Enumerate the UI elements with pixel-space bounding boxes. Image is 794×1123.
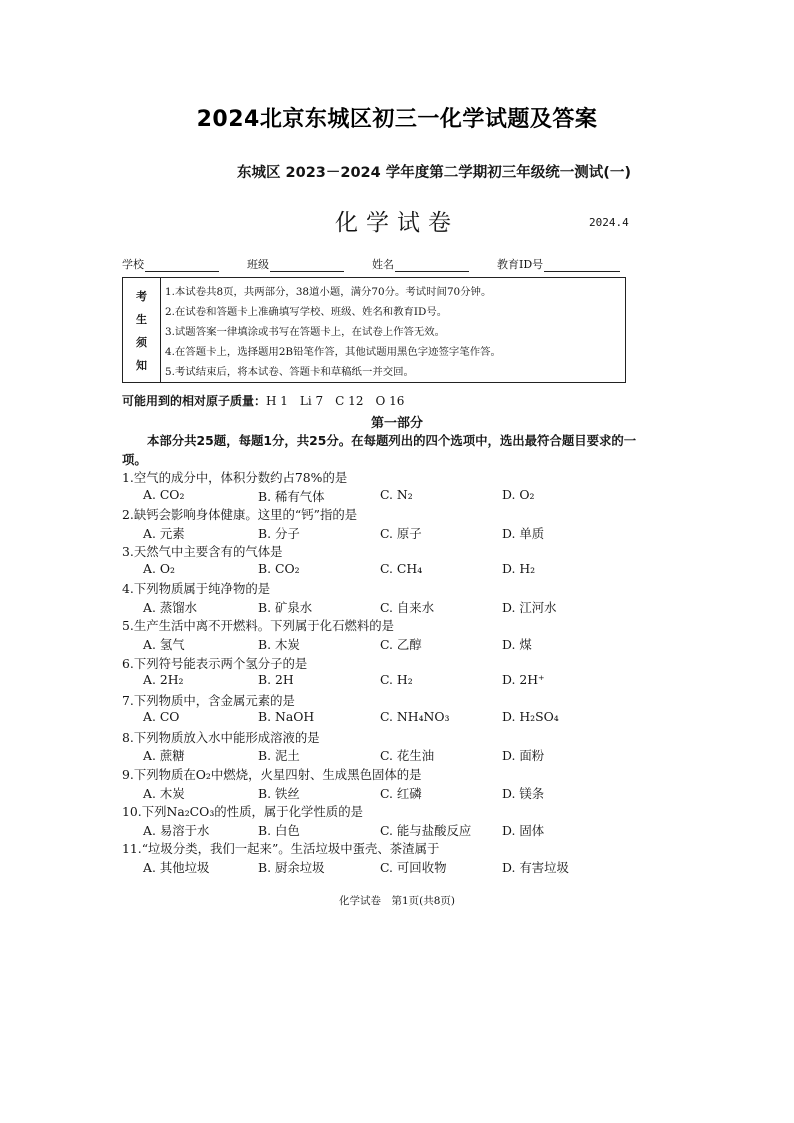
option-b: B. 厨余垃圾: [258, 860, 325, 875]
option-b: B. 木炭: [258, 637, 300, 652]
option-b: B. 铁丝: [258, 786, 300, 801]
page-footer: 化学试卷 第1页(共8页): [338, 895, 456, 907]
edu-id-field[interactable]: [497, 256, 620, 272]
question-10: 10.下列Na₂CO₃的性质，属于化学性质的是: [122, 804, 363, 819]
option-d: D. 煤: [502, 637, 532, 652]
option-a: A. 其他垃圾: [143, 860, 210, 875]
question-11: 11.“垃圾分类，我们一起来”。生活垃圾中蛋壳、茶渣属于: [122, 841, 440, 856]
atomic-mass-label: 可能用到的相对原子质量：: [122, 394, 267, 408]
option-d: D. 江河水: [502, 600, 557, 615]
notice-item: 5.考试结束后，将本试卷、答题卡和草稿纸一并交回。: [165, 365, 414, 378]
notice-item: 4.在答题卡上，选择题用2B铅笔作答，其他试题用黑色字迹签字笔作答。: [165, 345, 501, 358]
notice-label-char: 考: [136, 289, 147, 303]
question-1: 1.空气的成分中，体积分数约占78%的是: [122, 470, 348, 485]
option-a: A. 元素: [143, 526, 185, 541]
question-4: 4.下列物质属于纯净物的是: [122, 581, 271, 596]
option-b: B. 分子: [258, 526, 300, 541]
exam-notice-box: [122, 277, 626, 383]
option-a: A. 2H₂: [143, 672, 184, 687]
question-5: 5.生产生活中离不开燃料。下列属于化石燃料的是: [122, 618, 395, 633]
option-d: D. 固体: [502, 823, 545, 838]
option-c: C. 红磷: [380, 786, 422, 801]
paper-title: 化学试卷: [335, 210, 459, 236]
option-c: C. 自来水: [380, 600, 435, 615]
option-d: D. H₂SO₄: [502, 709, 559, 724]
option-c: C. N₂: [380, 487, 413, 502]
option-b: B. 白色: [258, 823, 300, 838]
option-a: A. O₂: [143, 561, 175, 576]
document-title: 2024北京东城区初三一化学试题及答案: [196, 107, 598, 132]
option-d: D. 有害垃圾: [502, 860, 569, 875]
question-7: 7.下列物质中，含金属元素的是: [122, 693, 295, 708]
notice-item: 2.在试卷和答题卡上准确填写学校、班级、姓名和教育ID号。: [165, 305, 448, 318]
question-3: 3.天然气中主要含有的气体是: [122, 544, 283, 559]
question-8: 8.下列物质放入水中能形成溶液的是: [122, 730, 320, 745]
notice-item: 3.试题答案一律填涂或书写在答题卡上，在试卷上作答无效。: [165, 325, 446, 338]
exam-header: 东城区 2023－2024 学年度第二学期初三年级统一测试(一): [236, 165, 632, 181]
option-c: C. 可回收物: [380, 860, 447, 875]
atomic-mass-line: [122, 392, 404, 409]
option-c: C. NH₄NO₃: [380, 709, 450, 724]
notice-label-char: 生: [136, 312, 147, 326]
option-d: D. 2H⁺: [502, 672, 545, 687]
notice-label: [123, 278, 161, 382]
notice-item: 1.本试卷共8页，共两部分，38道小题，满分70分。考试时间70分钟。: [165, 285, 492, 298]
school-field[interactable]: [122, 256, 219, 272]
option-b: B. 2H: [258, 672, 294, 687]
question-2: 2.缺钙会影响身体健康。这里的“钙”指的是: [122, 507, 358, 522]
question-9: 9.下列物质在O₂中燃烧，火星四射、生成黑色固体的是: [122, 767, 422, 782]
option-b: B. 矿泉水: [258, 600, 313, 615]
option-a: A. 氢气: [143, 637, 185, 652]
option-d: D. 镁条: [502, 786, 545, 801]
part-instructions: 本部分共25题，每题1分，共25分。在每题列出的四个选项中，选出最符合题目要求的一项。: [122, 433, 637, 467]
notice-label-char: 知: [136, 358, 147, 372]
name-label: 姓名: [372, 258, 394, 271]
class-label: 班级: [247, 258, 269, 271]
question-6: 6.下列符号能表示两个氢分子的是: [122, 656, 308, 671]
option-b: B. NaOH: [258, 709, 315, 724]
class-field[interactable]: [247, 256, 344, 272]
option-d: D. 单质: [502, 526, 545, 541]
option-a: A. CO: [143, 709, 180, 724]
option-a: A. CO₂: [143, 487, 185, 502]
edu-id-label: 教育ID号: [497, 258, 544, 271]
option-d: D. H₂: [502, 561, 536, 576]
school-label: 学校: [122, 258, 144, 271]
option-c: C. 乙醇: [380, 637, 422, 652]
atomic-mass-values: H 1 Li 7 C 12 O 16: [266, 394, 405, 408]
option-c: C. 能与盐酸反应: [380, 823, 472, 838]
option-c: C. CH₄: [380, 561, 423, 576]
option-c: C. 花生油: [380, 748, 435, 763]
part-title: 第一部分: [370, 416, 423, 431]
paper-date: 2024.4: [589, 216, 629, 229]
option-b: B. 泥土: [258, 748, 300, 763]
option-d: D. 面粉: [502, 748, 545, 763]
option-b: B. CO₂: [258, 561, 300, 576]
option-a: A. 木炭: [143, 786, 185, 801]
notice-items: [161, 278, 625, 382]
notice-label-char: 须: [136, 335, 147, 349]
option-d: D. O₂: [502, 487, 535, 502]
option-a: A. 蒸馏水: [143, 600, 197, 615]
option-a: A. 蔗糖: [143, 748, 185, 763]
option-b: B. 稀有气体: [258, 489, 325, 504]
option-c: C. H₂: [380, 672, 413, 687]
option-a: A. 易溶于水: [143, 823, 210, 838]
option-c: C. 原子: [380, 526, 422, 541]
name-field[interactable]: [372, 256, 469, 272]
